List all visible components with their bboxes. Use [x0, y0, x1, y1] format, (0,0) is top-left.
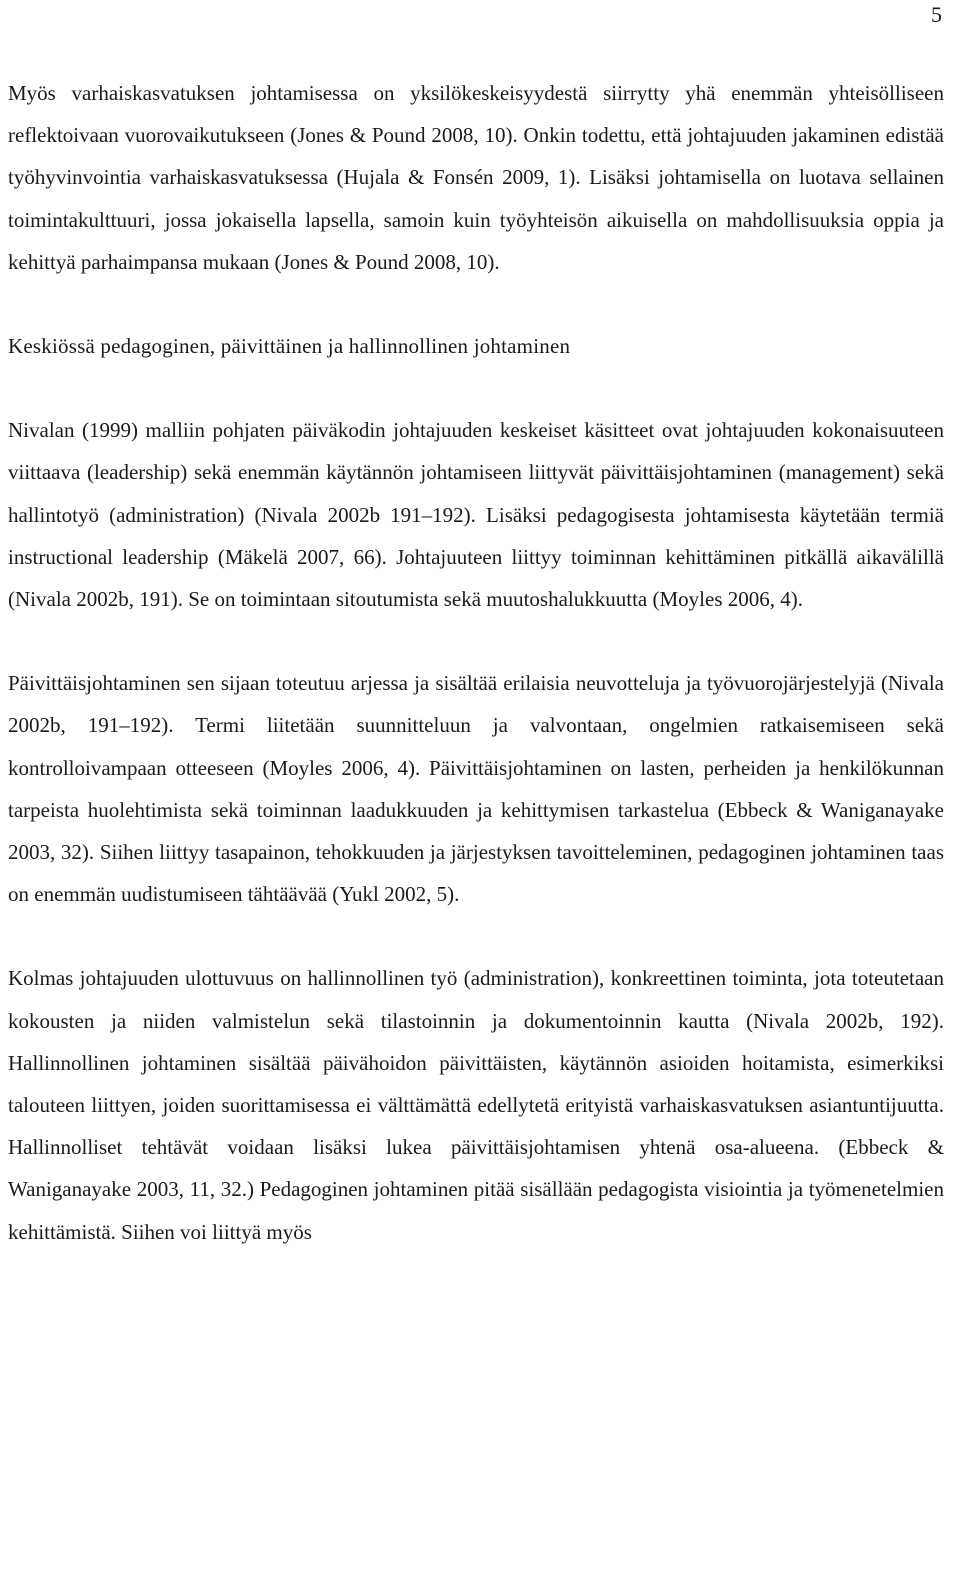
paragraph-gap — [8, 620, 944, 662]
paragraph-3: Päivittäisjohtaminen sen sijaan toteutuu arjessa ja sisältää erilaisia neuvotteluja ja työvuorojärjestelyjä (Nivala 2002b, 191–192). Termi liitetään suunnitteluun ja valvontaan, ongelmien ratkaisemiseen sekä kontrolloivampaan otteeseen (Moyles 2006, 4). Päivittäisjohtaminen on lasten, perheiden ja henkilökunnan tarpeista huolehtimista sekä toiminnan laadukkuuden ja kehittymisen tarkastelua (Ebbeck & Waniganayake 2003, 32). Siihen liittyy tasapainon, tehokkuuden ja järjestyksen tavoitteleminen, pedagoginen johtaminen taas on enemmän uudistumiseen tähtäävää (Yukl 2002, 5). — [8, 671, 944, 907]
paragraph-2: Nivalan (1999) malliin pohjaten päiväkodin johtajuuden keskeiset käsitteet ovat johtajuuden kokonaisuuteen viittaava (leadership) sekä enemmän käytännön johtamiseen liittyvät päivittäisjohtaminen (management) sekä hallintotyö (administration) (Nivala 2002b 191–192). Lisäksi pedagogisesta johtamisesta käytetään termiä instructional leadership (Mäkelä 2007, 66). Johtajuuteen liittyy toiminnan kehittäminen pitkällä aikavälillä (Nivala 2002b, 191). Se on toimintaan sitoutumista sekä muutoshalukkuutta (Moyles 2006, 4). — [8, 418, 944, 612]
page-body — [8, 72, 944, 1253]
paragraph-gap — [8, 915, 944, 957]
paragraph-1: Myös varhaiskasvatuksen johtamisessa on yksilökeskeisyydestä siirrytty yhä enemmän yhteisölliseen reflektoivaan vuorovaikutukseen (Jones & Pound 2008, 10). Onkin todettu, että johtajuuden jakaminen edistää työhyvinvointia varhaiskasvatuksessa (Hujala & Fonsén 2009, 1). Lisäksi johtamisella on luotava sellainen toimintakulttuuri, jossa jokaisella lapsella, samoin kuin työyhteisön aikuisella on mahdollisuuksia oppia ja kehittyä parhaimpansa mukaan (Jones & Pound 2008, 10). — [8, 81, 944, 274]
paragraph-4: Kolmas johtajuuden ulottuvuus on hallinnollinen työ (administration), konkreettinen toiminta, jota toteutetaan kokousten ja niiden valmistelun sekä tilastoinnin ja dokumentoinnin kautta (Nivala 2002b, 192). Hallinnollinen johtaminen sisältää päivähoidon päivittäisten, käytännön asioiden hoitamista, esimerkiksi talouteen liittyen, joiden suorittamisessa ei välttämättä edellytetä erityistä varhaiskasvatuksen asiantuntijuutta. Hallinnolliset tehtävät voidaan lisäksi lukea päivittäisjohtamisen yhtenä osa-alueena. (Ebbeck & Waniganayake 2003, 11, 32.) Pedagoginen johtaminen pitää sisällään pedagogista visiointia ja työmenetelmien kehittämistä. Siihen voi liittyä myös — [8, 966, 944, 1244]
page-number: 5 — [931, 2, 942, 27]
paragraph-gap — [8, 283, 944, 325]
section-heading: Keskiössä pedagoginen, päivittäinen ja hallinnollinen johtaminen — [8, 334, 571, 359]
paragraph-gap — [8, 367, 944, 409]
